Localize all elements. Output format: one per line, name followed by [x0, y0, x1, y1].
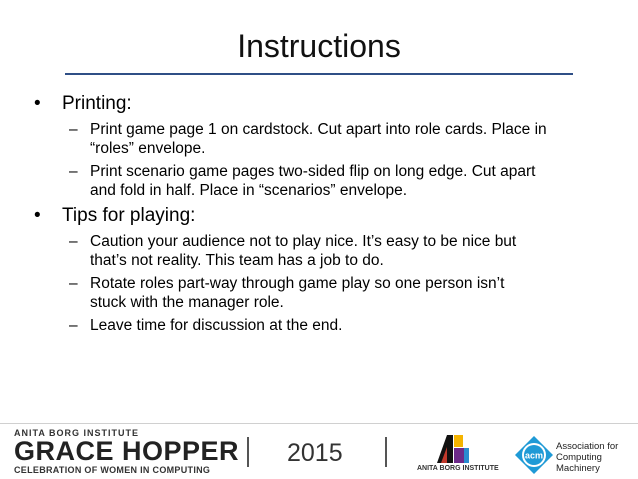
dash-icon: – — [69, 275, 78, 292]
abi-logo — [417, 433, 507, 479]
footer-year: 2015 — [287, 439, 343, 467]
abi-mark-icon — [417, 433, 477, 465]
grace-hopper-logo — [14, 428, 239, 475]
sub-item-line: and fold in half. Place in “scenarios” envelope. — [90, 182, 408, 199]
sub-item-line: stuck with the manager role. — [90, 294, 284, 311]
section-printing — [30, 92, 620, 200]
bullet-printing — [30, 92, 620, 116]
gh-main-text: GRACE HOPPER — [14, 436, 240, 466]
acm-logo-icon — [514, 435, 554, 475]
acm-line: Association for — [556, 441, 619, 452]
sub-item-line: “roles” envelope. — [90, 140, 206, 157]
dash-icon: – — [69, 317, 78, 334]
bullet-label: Printing: — [62, 93, 132, 114]
bullet-label: Tips for playing: — [62, 205, 196, 226]
slide-title: Instructions — [237, 28, 401, 64]
section-tips — [30, 204, 620, 335]
sub-item-line: Caution your audience not to play nice. It’s easy to be nice but — [90, 233, 517, 250]
sub-item — [30, 120, 620, 158]
abi-text: ANITA BORG INSTITUTE — [417, 465, 499, 472]
acm-line: Computing Machinery — [556, 452, 602, 474]
sub-item — [30, 232, 620, 270]
sub-item-line: Leave time for discussion at the end. — [90, 317, 343, 334]
footer-separator — [385, 437, 387, 467]
sub-item-line: that’s not reality. This team has a job to do. — [90, 252, 384, 269]
sub-item — [30, 316, 620, 335]
gh-sub-text: CELEBRATION OF WOMEN IN COMPUTING — [14, 465, 211, 475]
sub-item-line: Rotate roles part-way through game play so one person isn’t — [90, 275, 505, 292]
dash-icon: – — [69, 121, 78, 138]
acm-name — [556, 441, 638, 474]
bullet-dot-icon: • — [34, 93, 41, 114]
footer-separator — [247, 437, 249, 467]
gh-top-text: ANITA BORG INSTITUTE — [14, 428, 139, 438]
bullet-dot-icon: • — [34, 205, 41, 226]
title-underline — [65, 73, 573, 75]
slide-content — [30, 92, 620, 339]
sub-item — [30, 274, 620, 312]
bullet-tips — [30, 204, 620, 228]
sub-item — [30, 162, 620, 200]
footer-divider — [0, 423, 638, 424]
sub-item-line: Print game page 1 on cardstock. Cut apart into role cards. Place in — [90, 121, 547, 138]
sub-item-line: Print scenario game pages two-sided flip on long edge. Cut apart — [90, 163, 536, 180]
dash-icon: – — [69, 163, 78, 180]
acm-logo-text: acm — [524, 450, 544, 461]
dash-icon: – — [69, 233, 78, 250]
